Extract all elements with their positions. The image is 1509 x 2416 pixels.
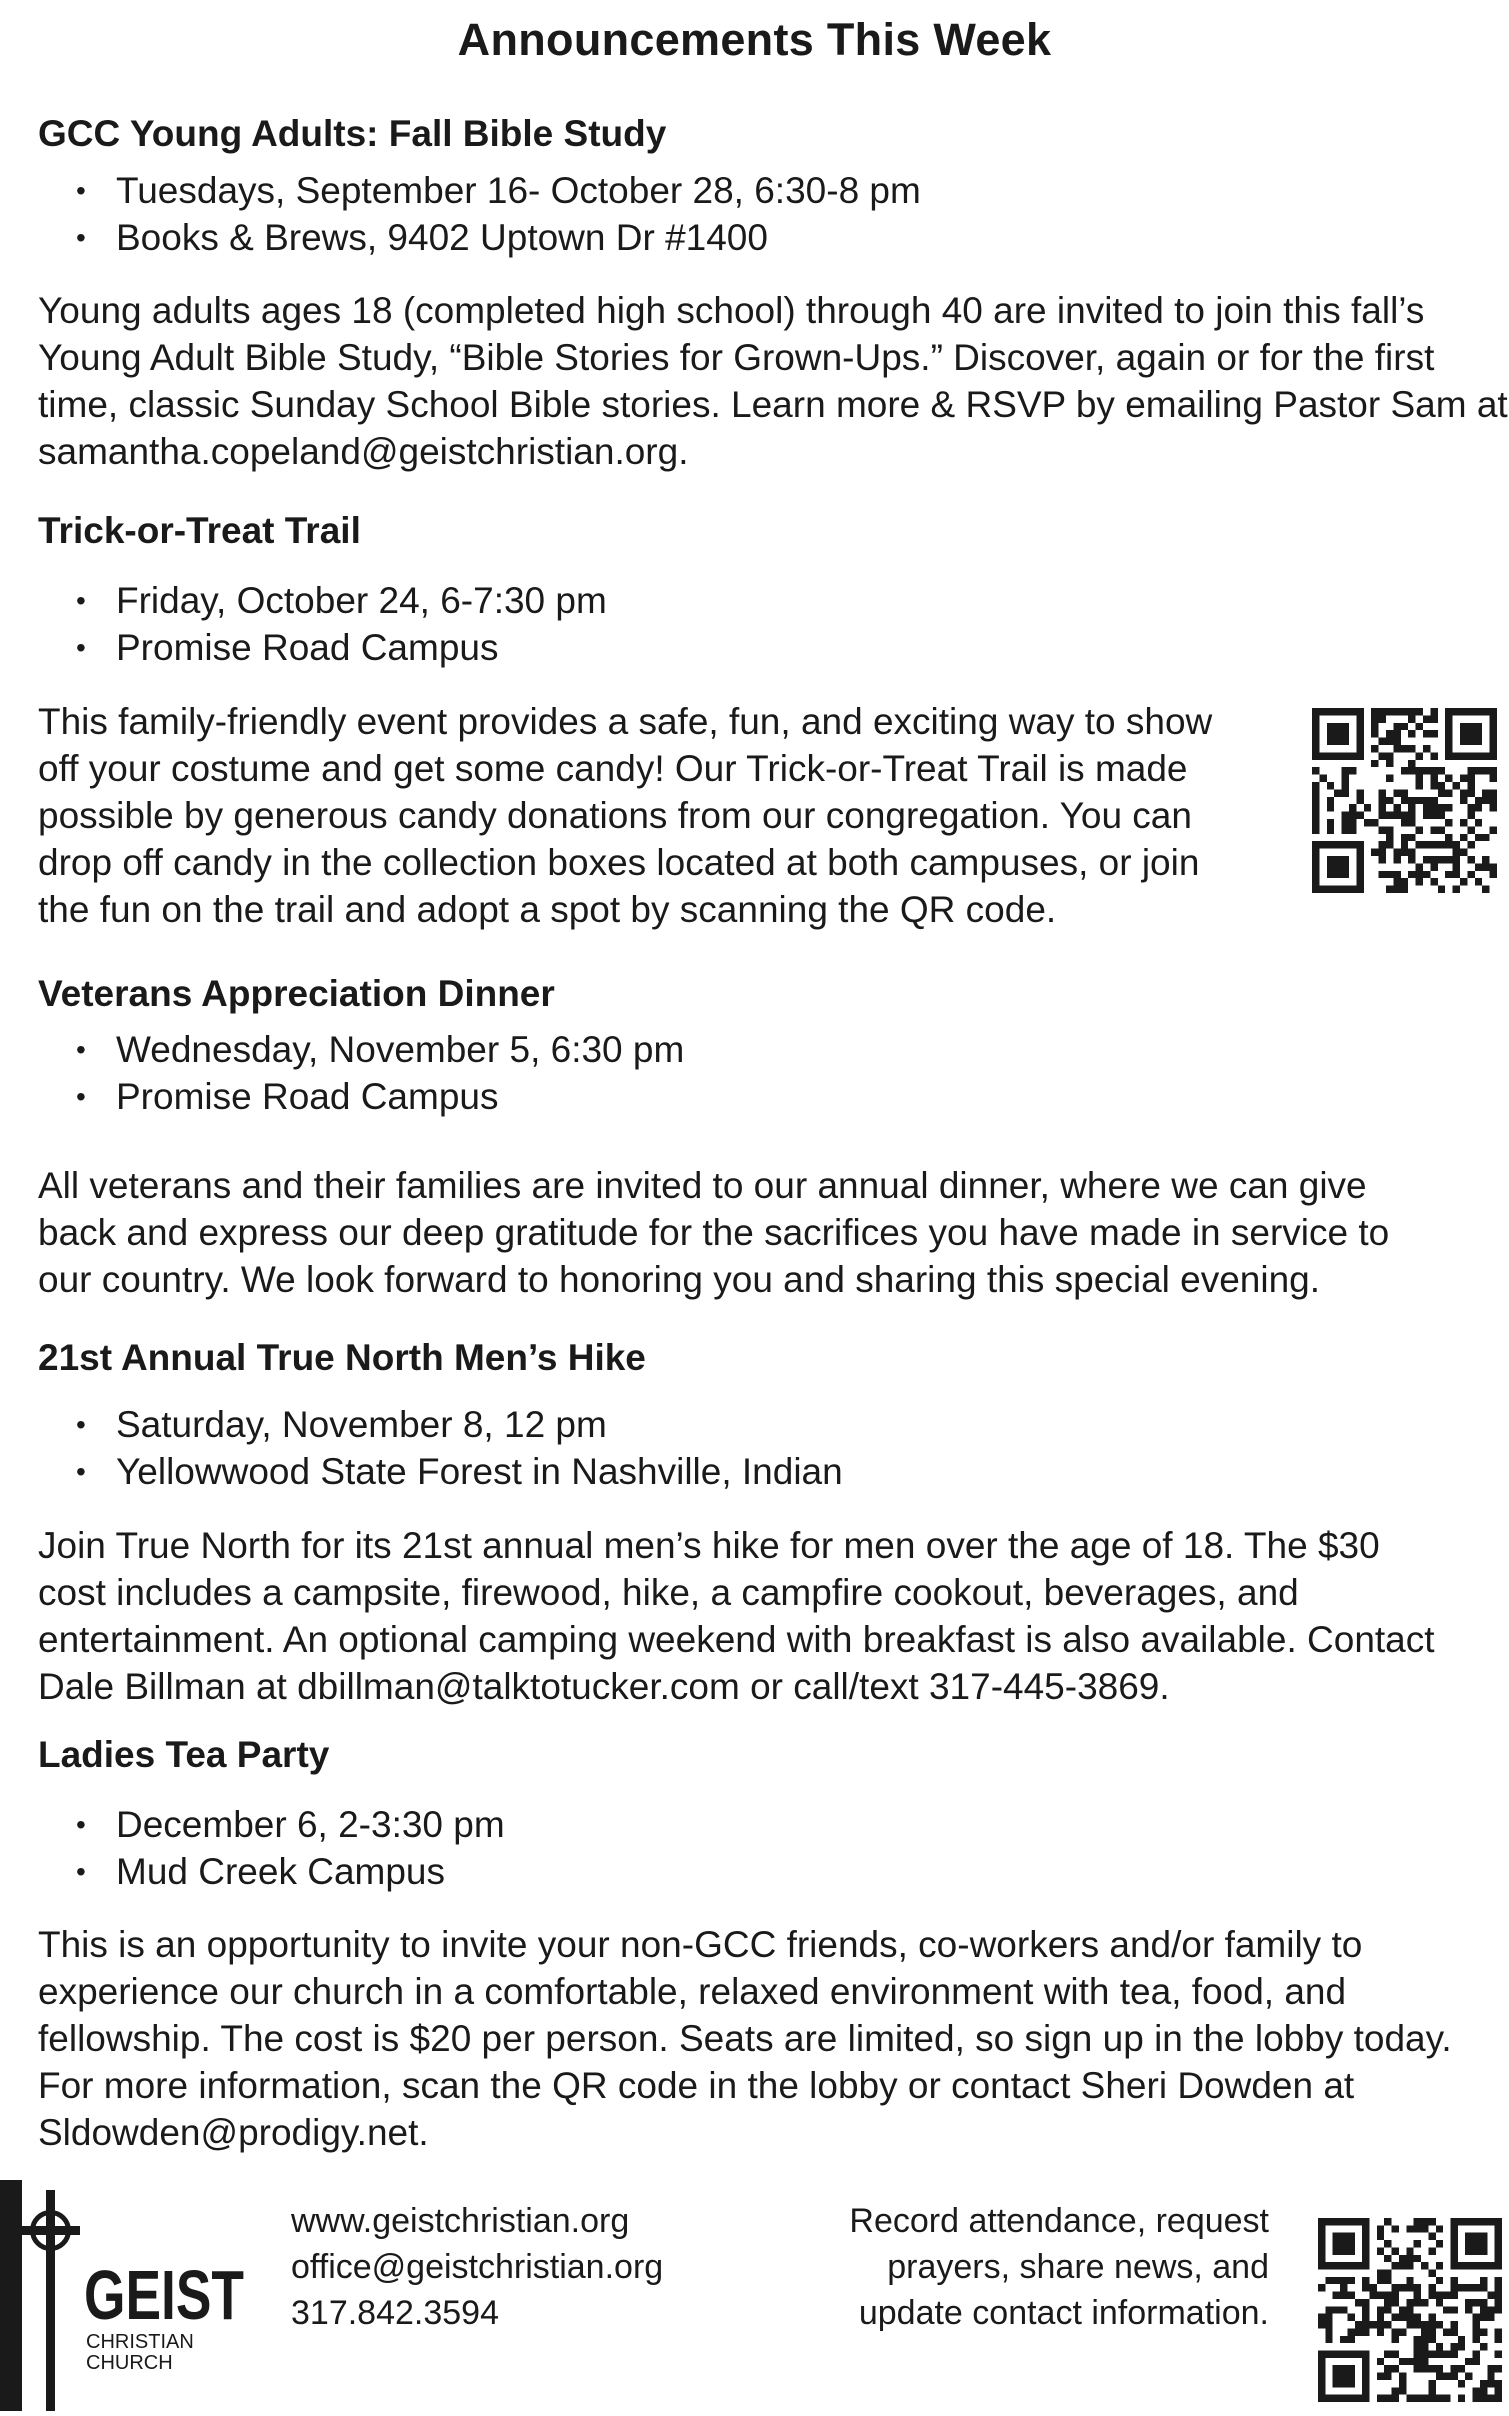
bullet-item: • Friday, October 24, 6-7:30 pm [76,577,607,624]
celtic-cross-icon [22,2190,80,2411]
bullets-young-adults [76,167,921,261]
body-line: time, classic Sunday School Bible stories. Learn more & RSVP by emailing Pastor Sam at [38,384,1508,425]
bullets-mens-hike [76,1401,843,1495]
body-line: cost includes a campsite, firewood, hike, a campfire cookout, beverages, and [38,1572,1299,1613]
heading-young-adults: GCC Young Adults: Fall Bible Study [38,113,667,154]
body-trick-or-treat [38,698,1212,933]
body-line: samantha.copeland@geistchristian.org. [38,431,689,472]
body-line: Dale Billman at dbillman@talktotucker.com or call/text 317-445-3869. [38,1666,1170,1707]
bullets-veterans-dinner [76,1026,684,1120]
body-line: Young adults ages 18 (completed high school) through 40 are invited to join this fall’s [38,290,1425,331]
qr-code-icon[interactable] [1318,2218,1502,2402]
bullet-item: • Yellowwood State Forest in Nashville, Indian [76,1448,843,1495]
bullets-trick-or-treat [76,577,607,671]
body-line: off your costume and get some candy! Our Trick-or-Treat Trail is made [38,748,1188,789]
contact-info [291,2198,663,2336]
bullet-item: • Tuesdays, September 16- October 28, 6:30-8 pm [76,167,921,214]
body-line: our country. We look forward to honoring you and sharing this special evening. [38,1259,1321,1300]
body-line: fellowship. The cost is $20 per person. Seats are limited, so sign up in the lobby today. [38,2018,1452,2059]
heading-ladies-tea: Ladies Tea Party [38,1734,330,1775]
bullet-item: • Mud Creek Campus [76,1848,505,1895]
phone-number: 317.842.3594 [291,2294,499,2332]
bullet-item: • Promise Road Campus [76,1073,684,1120]
heading-veterans-dinner: Veterans Appreciation Dinner [38,973,555,1014]
body-line: All veterans and their families are invited to our annual dinner, where we can give [38,1165,1367,1206]
bullet-item: • December 6, 2-3:30 pm [76,1801,505,1848]
body-veterans-dinner [38,1162,1389,1303]
heading-trick-or-treat: Trick-or-Treat Trail [38,510,361,551]
page-title: Announcements This Week [457,14,1052,65]
logo-name: GEIST [84,2256,244,2334]
body-line: This family-friendly event provides a safe, fun, and exciting way to show [38,701,1213,742]
heading-mens-hike: 21st Annual True North Men’s Hike [38,1337,646,1378]
body-line: experience our church in a comfortable, relaxed environment with tea, food, and [38,1971,1347,2012]
bullet-item: • Books & Brews, 9402 Uptown Dr #1400 [76,214,921,261]
body-line: back and express our deep gratitude for the sacrifices you have made in service to [38,1212,1390,1253]
body-line: For more information, scan the QR code in the lobby or contact Sheri Dowden at [38,2065,1355,2106]
bullet-item: • Wednesday, November 5, 6:30 pm [76,1026,684,1073]
logo-sub2: CHURCH [86,2352,173,2374]
body-line: Join True North for its 21st annual men’s hike for men over the age of 18. The $30 [38,1525,1380,1566]
email-link[interactable]: office@geistchristian.org [291,2248,664,2286]
qr-code-icon[interactable] [1312,708,1497,893]
body-line: the fun on the trail and adopt a spot by scanning the QR code. [38,889,1057,930]
record-line: prayers, share news, and [887,2248,1269,2286]
bullet-item: • Saturday, November 8, 12 pm [76,1401,843,1448]
body-young-adults [38,287,1508,475]
body-ladies-tea [38,1921,1452,2156]
body-line: Sldowden@prodigy.net. [38,2112,429,2153]
body-line: drop off candy in the collection boxes located at both campuses, or join [38,842,1200,883]
record-line: update contact information. [858,2294,1269,2332]
church-logo [0,2180,250,2411]
record-attendance-text [849,2198,1269,2336]
website-link[interactable]: www.geistchristian.org [291,2202,630,2240]
logo-sub1: CHRISTIAN [86,2331,194,2353]
body-mens-hike [38,1522,1435,1710]
body-line: entertainment. An optional camping weekend with breakfast is also available. Contact [38,1619,1435,1660]
body-line: Young Adult Bible Study, “Bible Stories for Grown-Ups.” Discover, again or for the first [38,337,1435,378]
record-line: Record attendance, request [849,2202,1269,2240]
body-line: possible by generous candy donations from our congregation. You can [38,795,1192,836]
bullets-ladies-tea [76,1801,505,1895]
bullet-item: • Promise Road Campus [76,624,607,671]
body-line: This is an opportunity to invite your non-GCC friends, co-workers and/or family to [38,1924,1363,1965]
